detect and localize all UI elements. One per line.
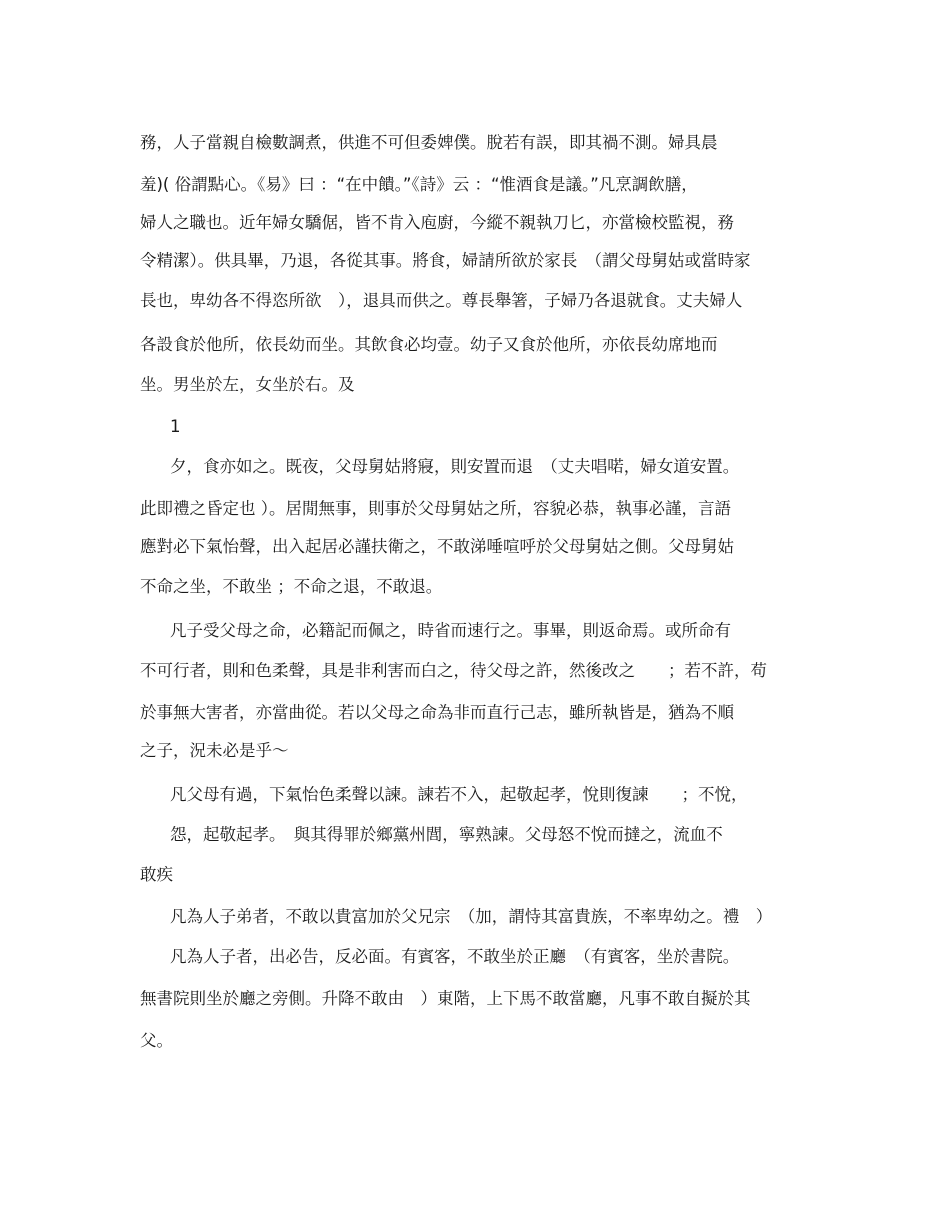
paragraph-start: 凡為人子弟者，不敢以貴富加於父兄宗 （加，謂恃其富貴族，不率卑幼之。禮 ） [170,907,773,926]
text-line: 敢疾 [140,865,173,884]
text-line: 之子，況未必是乎～ [140,741,289,760]
text-line: 不可行者，則和色柔聲，具是非利害而白之，待父母之許，然後改之 ；若不許，苟 [140,661,767,680]
text-line: 令精潔）。供具畢，乃退，各從其事。將食，婦請所欲於家長 （謂父母舅姑或當時家 [140,251,751,270]
text-line: 夕，食亦如之。既夜，父母舅姑將寢，則安置而退 （丈夫唱喏，婦女道安置。 [170,457,740,476]
text-line: 應對必下氣怡聲，出入起居必謹扶衛之，不敢涕唾喧呼於父母舅姑之側。父母舅姑 [140,537,734,556]
text-line: 無書院則坐於廳之旁側。升降不敢由 ）東階，上下馬不敢當廳，凡事不敢自擬於其 [140,989,751,1008]
text-line: 於事無大害者，亦當曲從。若以父母之命為非而直行己志，雖所執皆是，猶為不順 [140,703,734,722]
text-line: 長也，卑幼各不得恣所欲 ），退具而供之。尊長舉箸，子婦乃各退就食。丈夫婦人 [140,291,743,310]
text-line: 此即禮之昏定也 ）。居閒無事，則事於父母舅姑之所，容貌必恭，執事必謹，言語 [140,499,731,518]
text-line: 婦人之職也。近年婦女驕倨，皆不肯入庖廚，今縱不親執刀匕，亦當檢校監視，務 [140,213,734,232]
text-line: 怨，起敬起孝。 與其得罪於鄉黨州閭，寧熟諫。父母怒不悅而撻之，流血不 [170,825,723,844]
paragraph-start: 凡子受父母之命，必籍記而佩之，時省而速行之。事畢，則返命焉。或所命有 [170,621,731,640]
text-line: 父。 [140,1031,173,1050]
page-number: 1 [170,417,181,436]
paragraph-start: 凡為人子者，出必告，反必面。有賓客，不敢坐於正廳 （有賓客，坐於書院。 [170,947,740,966]
text-line: 羞)( 俗謂點心。《易》曰 ：“在中饋。”《詩》云 ：“惟酒食是議。”凡烹調飲膳， [140,175,698,194]
text-line: 坐。男坐於左，女坐於右。及 [140,375,355,394]
text-line: 各設食於他所，依長幼而坐。其飲食必均壹。幼子又食於他所，亦依長幼席地而 [140,335,718,354]
text-line: 務，人子當親自檢數調煮，供進不可但委婢僕。脫若有誤，即其禍不測。婦具晨 [140,133,718,152]
text-line: 不命之坐，不敢坐 ；不命之退，不敢退。 [140,577,443,596]
paragraph-start: 凡父母有過，下氣怡色柔聲以諫。諫若不入，起敬起孝，悅則復諫 ；不悅， [170,785,748,804]
